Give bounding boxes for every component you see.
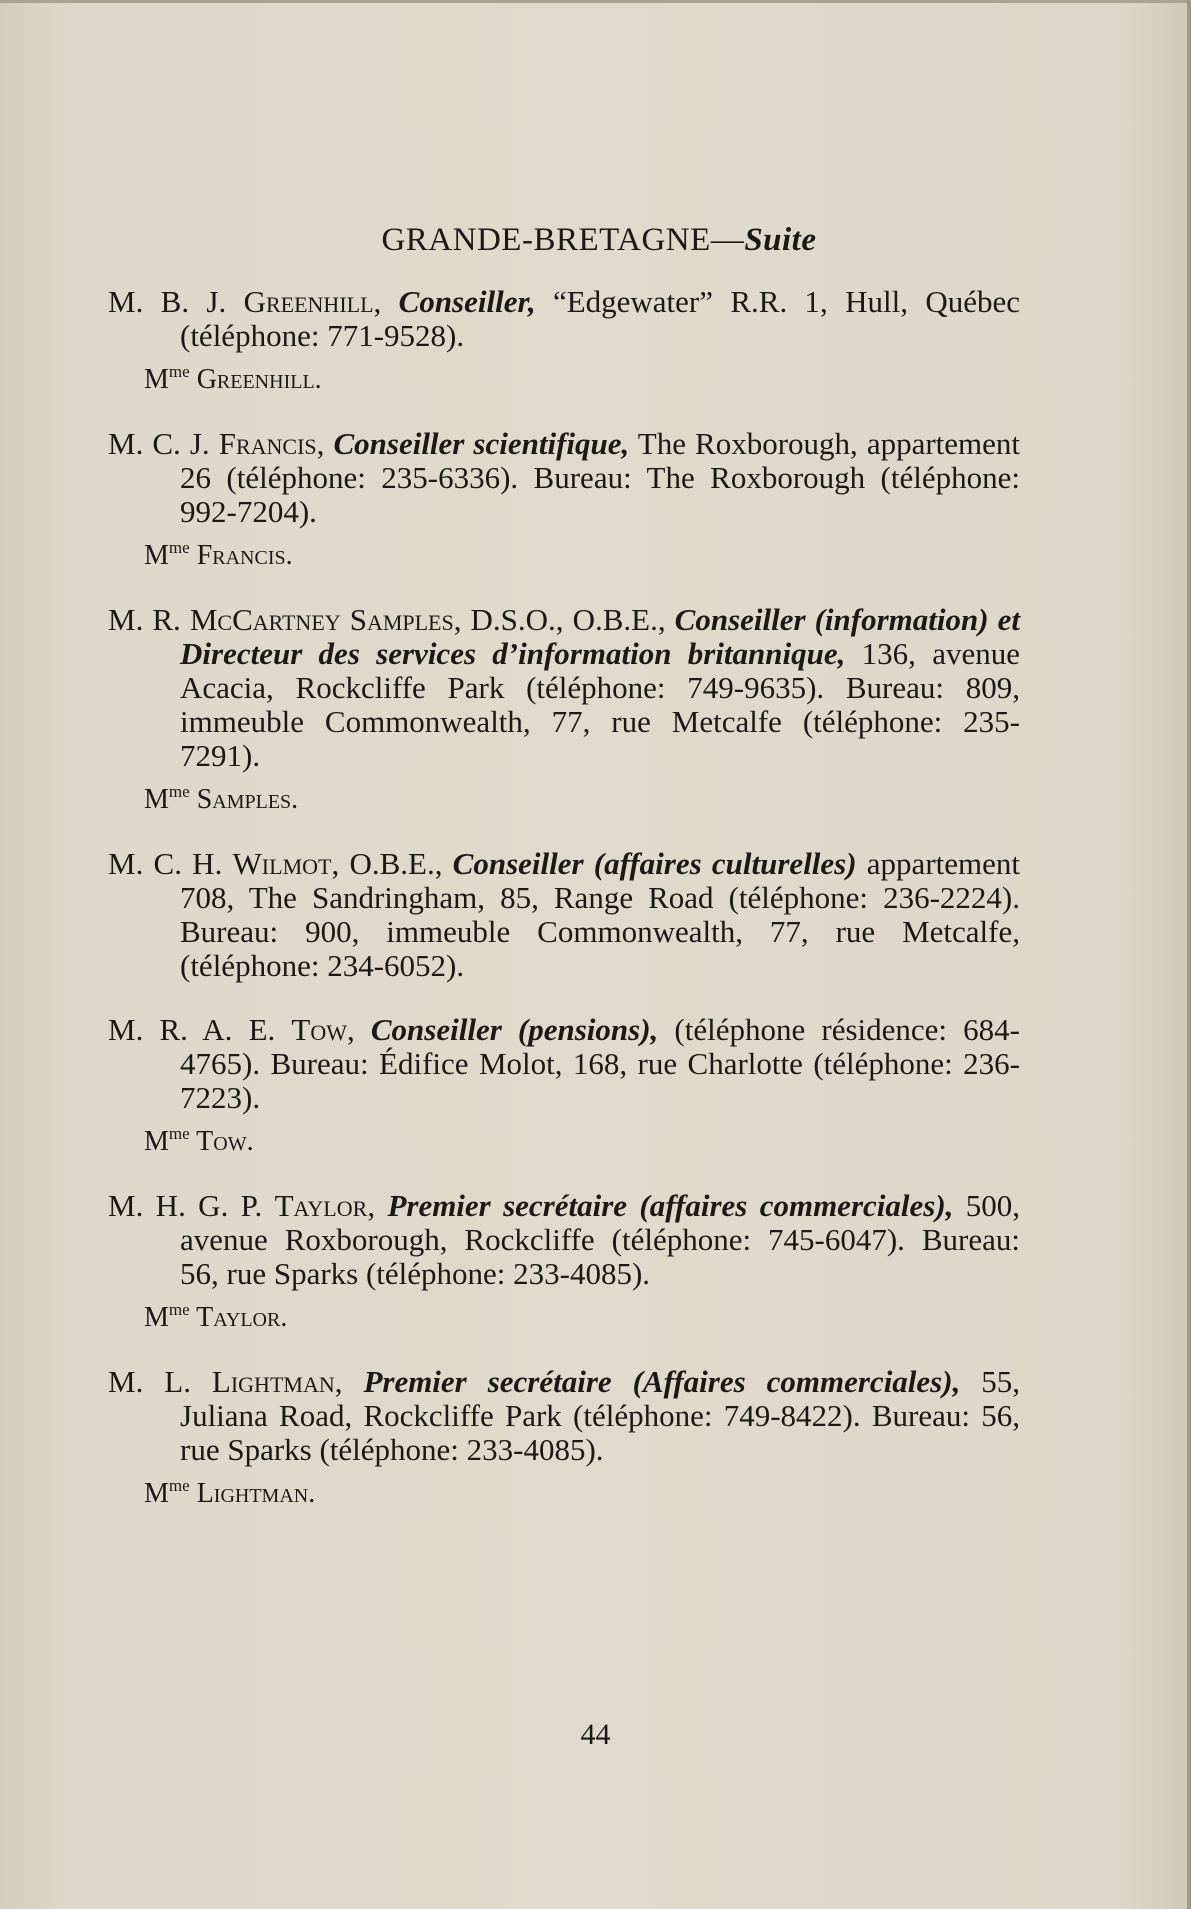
entry-text — [108, 1189, 1020, 1291]
entry-prefix: M. B. J. — [108, 284, 244, 319]
entry-prefix: M. R. — [108, 602, 190, 637]
spouse-sup: me — [168, 782, 190, 801]
section-heading — [178, 222, 1020, 259]
entry-greenhill — [108, 285, 1020, 397]
spouse-sup: me — [168, 1124, 190, 1143]
entry-text — [108, 603, 1020, 773]
spouse-name: Samples. — [189, 784, 299, 815]
spouse-sup: me — [168, 538, 190, 557]
entry-lightman — [108, 1365, 1020, 1511]
page-right-edge — [1187, 0, 1191, 1909]
entry-surname: McCartney Samples — [189, 602, 454, 637]
spouse-name: Lightman. — [189, 1478, 316, 1509]
entry-prefix: M. C. J. — [108, 426, 219, 461]
spouse-line — [144, 1469, 1020, 1511]
entry-prefix: M. L. — [108, 1364, 212, 1399]
spouse-prefix: M — [144, 1126, 169, 1157]
entry-title: Conseiller (affaires culturelles) — [452, 846, 857, 881]
spouse-name: Francis. — [189, 540, 293, 571]
entry-details: (téléphone résidence: 684-4765). Bureau: Édifice Molot, 168, rue Charlotte (téléphone: 236-7223). — [180, 1012, 1020, 1115]
entry-separator: , — [367, 1188, 388, 1223]
spouse-prefix: M — [144, 784, 169, 815]
entry-prefix: M. R. A. E. — [108, 1012, 292, 1047]
spouse-sup: me — [168, 1476, 190, 1495]
spouse-sup: me — [168, 1300, 190, 1319]
spouse-line — [144, 1293, 1020, 1335]
spouse-line — [144, 355, 1020, 397]
entry-surname: Francis — [218, 426, 317, 461]
spouse-name: Taylor. — [189, 1302, 288, 1333]
entry-separator: , O.B.E., — [331, 846, 453, 881]
entry-separator: , — [373, 284, 399, 319]
spouse-line — [144, 531, 1020, 573]
entry-details: “Edgewater” R.R. 1, Hull, Québec (téléphone: 771-9528). — [180, 284, 1021, 353]
entry-surname: Wilmot — [232, 846, 332, 881]
entry-surname: Tow — [291, 1012, 347, 1047]
entry-text — [108, 847, 1020, 983]
entry-title: Conseiller (information) et Directeur des services d’information britannique, — [180, 602, 1020, 671]
entry-separator: , D.S.O., O.B.E., — [453, 602, 675, 637]
spouse-name: Tow. — [189, 1126, 254, 1157]
entry-title: Premier secrétaire (affaires commerciales), — [387, 1188, 954, 1223]
spouse-prefix: M — [144, 540, 169, 571]
spouse-line — [144, 1117, 1020, 1159]
entry-francis — [108, 427, 1020, 573]
entry-title: Conseiller, — [398, 284, 536, 319]
heading-suite: Suite — [744, 222, 817, 258]
entry-text — [108, 285, 1020, 353]
spouse-name: Greenhill. — [189, 364, 322, 395]
entry-surname: Greenhill — [243, 284, 374, 319]
entry-prefix: M. C. H. — [108, 846, 233, 881]
spouse-prefix: M — [144, 1302, 169, 1333]
entry-details: appartement 708, The Sandringham, 85, Range Road (téléphone: 236-2224). Bureau: 900, immeuble Commonwealth, 77, rue Metcalfe, (téléphone: 234-6052). — [180, 846, 1020, 983]
page-content — [108, 222, 1020, 1541]
entry-surname: Taylor — [274, 1188, 368, 1223]
entry-taylor — [108, 1189, 1020, 1335]
entry-details: 55, Juliana Road, Rockcliffe Park (téléphone: 749-8422). Bureau: 56, rue Sparks (téléphone: 233-4085). — [180, 1364, 1021, 1467]
page-top-edge — [0, 0, 1191, 3]
entry-title: Premier secrétaire (Affaires commerciales), — [363, 1364, 961, 1399]
heading-country: GRANDE-BRETAGNE— — [381, 222, 745, 258]
entry-separator: , — [334, 1364, 364, 1399]
entry-separator: , — [346, 1012, 371, 1047]
entry-text — [108, 1013, 1020, 1115]
entry-separator: , — [316, 426, 334, 461]
spouse-prefix: M — [144, 364, 169, 395]
page-number: 44 — [580, 1718, 611, 1751]
spouse-line — [144, 775, 1020, 817]
spouse-prefix: M — [144, 1478, 169, 1509]
entry-details: The Roxborough, appartement 26 (téléphone: 235-6336). Bureau: The Roxborough (téléphone: 992-7204). — [180, 426, 1021, 529]
entry-samples — [108, 603, 1020, 817]
entry-tow — [108, 1013, 1020, 1159]
spouse-sup: me — [168, 362, 190, 381]
entry-surname: Lightman — [211, 1364, 335, 1399]
entry-wilmot — [108, 847, 1020, 983]
entry-details: 136, avenue Acacia, Rockcliffe Park (téléphone: 749-9635). Bureau: 809, immeuble Commonwealth, 77, rue Metcalfe (téléphone: 235-7291). — [180, 636, 1021, 773]
entry-title: Conseiller scientifique, — [333, 426, 630, 461]
entry-text — [108, 427, 1020, 529]
entry-title: Conseiller (pensions), — [370, 1012, 659, 1047]
entry-prefix: M. H. G. P. — [108, 1188, 275, 1223]
entry-text — [108, 1365, 1020, 1467]
entry-details: 500, avenue Roxborough, Rockcliffe (téléphone: 745-6047). Bureau: 56, rue Sparks (téléphone: 233-4085). — [180, 1188, 1021, 1291]
